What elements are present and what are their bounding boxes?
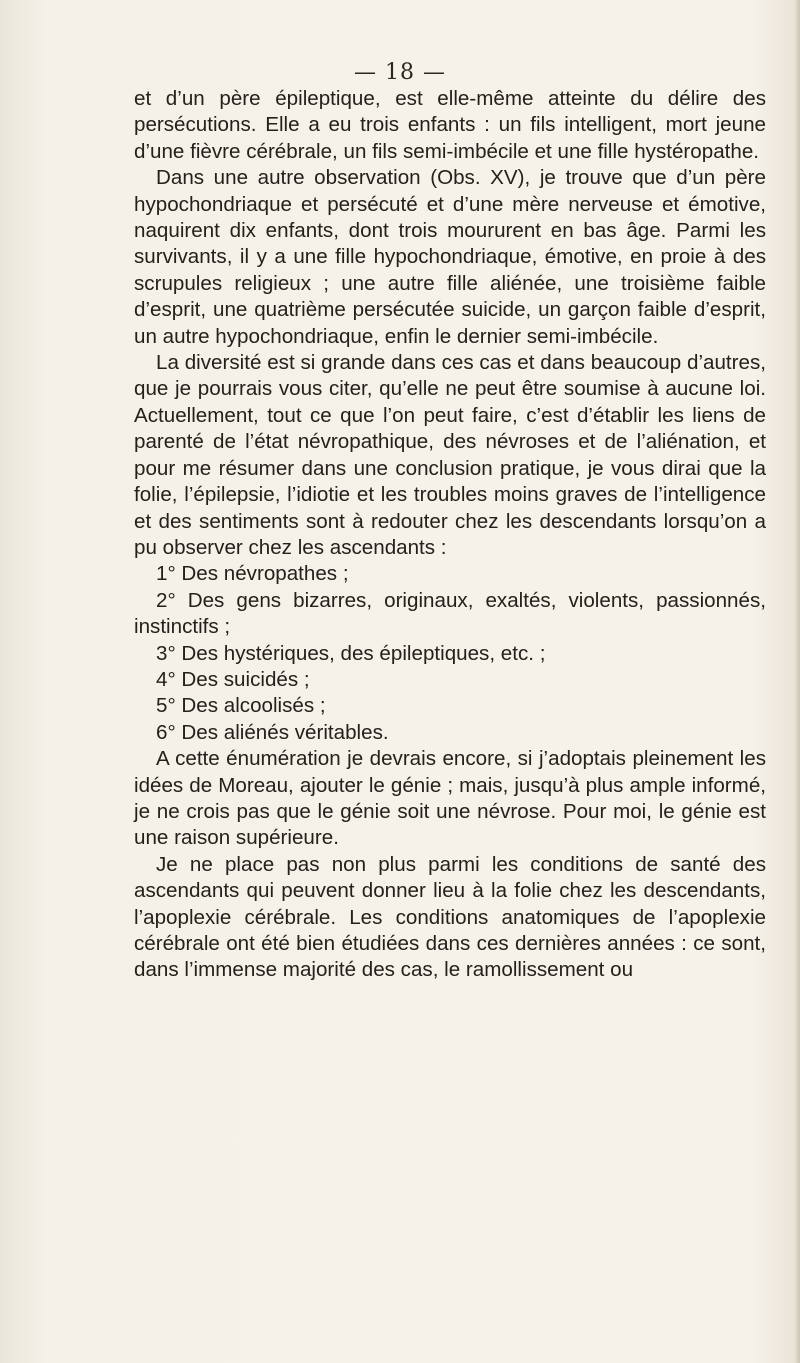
paragraph-continuation: et d’un père épileptique, est elle-même atteinte du délire des persécutions. Elle a eu trois enfants : un fils intelligent, mort jeune d’une fièvre cérébrale, un fils semi-imbécile et une fille hystéropathe. [134,87,766,163]
page-number: — 18 — [354,60,446,85]
list-item-neuropaths: 1° Des névropathes ; [156,562,349,586]
paragraph-apoplexy: Je ne place pas non plus parmi les conditions de santé des ascendants qui peuvent donner lieu à la folie chez les descendants, l’apoplexie cérébrale. Les conditions anatomiques de l’apoplexie cérébrale ont été bien étudiées dans ces dernières années : ce sont, dans l’immense majorité des cas, le ramollissement ou [134,852,766,982]
page-edge-shadow [794,0,800,1363]
body-text [134,86,766,984]
paragraph-diversity: La diversité est si grande dans ces cas et dans beaucoup d’autres, que je pourrais vous citer, qu’elle ne peut être soumise à aucune loi. Actuellement, tout ce que l’on peut faire, c’est d’établir les liens de parenté de l’état névropathique, des névroses et de l’aliénation, et pour me résumer dans une conclusion pratique, je vous dirai que la folie, l’épilepsie, l’idiotie et les troubles moins graves de l’intelligence et des sentiments sont à redouter chez les descendants lorsqu’on a pu observer chez les ascendants : [134,351,766,559]
paragraph-observation-xv: Dans une autre observation (Obs. XV), je trouve que d’un père hypochondriaque et persécuté et d’une mère nerveuse et émotive, naquirent dix enfants, dont trois moururent en bas âge. Parmi les survivants, il y a une fille hypochondriaque, émotive, en proie à des scrupules religieux ; une autre fille aliénée, une troisième faible d’esprit, une quatrième persécutée suicide, un garçon faible d’esprit, un autre hypochondriaque, enfin le dernier semi-imbécile. [134,166,766,348]
list-item-alcoholics: 5° Des alcoolisés ; [156,694,326,718]
list-item-hysterics: 3° Des hystériques, des épileptiques, etc. ; [156,641,546,665]
list-item-insane: 6° Des aliénés véritables. [156,720,389,744]
list-item-suicides: 4° Des suicidés ; [156,667,310,691]
paragraph-genius: A cette énumération je devrais encore, si j’adoptais pleinement les idées de Moreau, ajouter le génie ; mais, jusqu’à plus ample informé, je ne crois pas que le génie soit une névrose. Pour moi, le génie est une raison supérieure. [134,747,766,850]
list-item-bizarre: 2° Des gens bizarres, originaux, exaltés, violents, passionnés, instinctifs ; [134,588,766,639]
